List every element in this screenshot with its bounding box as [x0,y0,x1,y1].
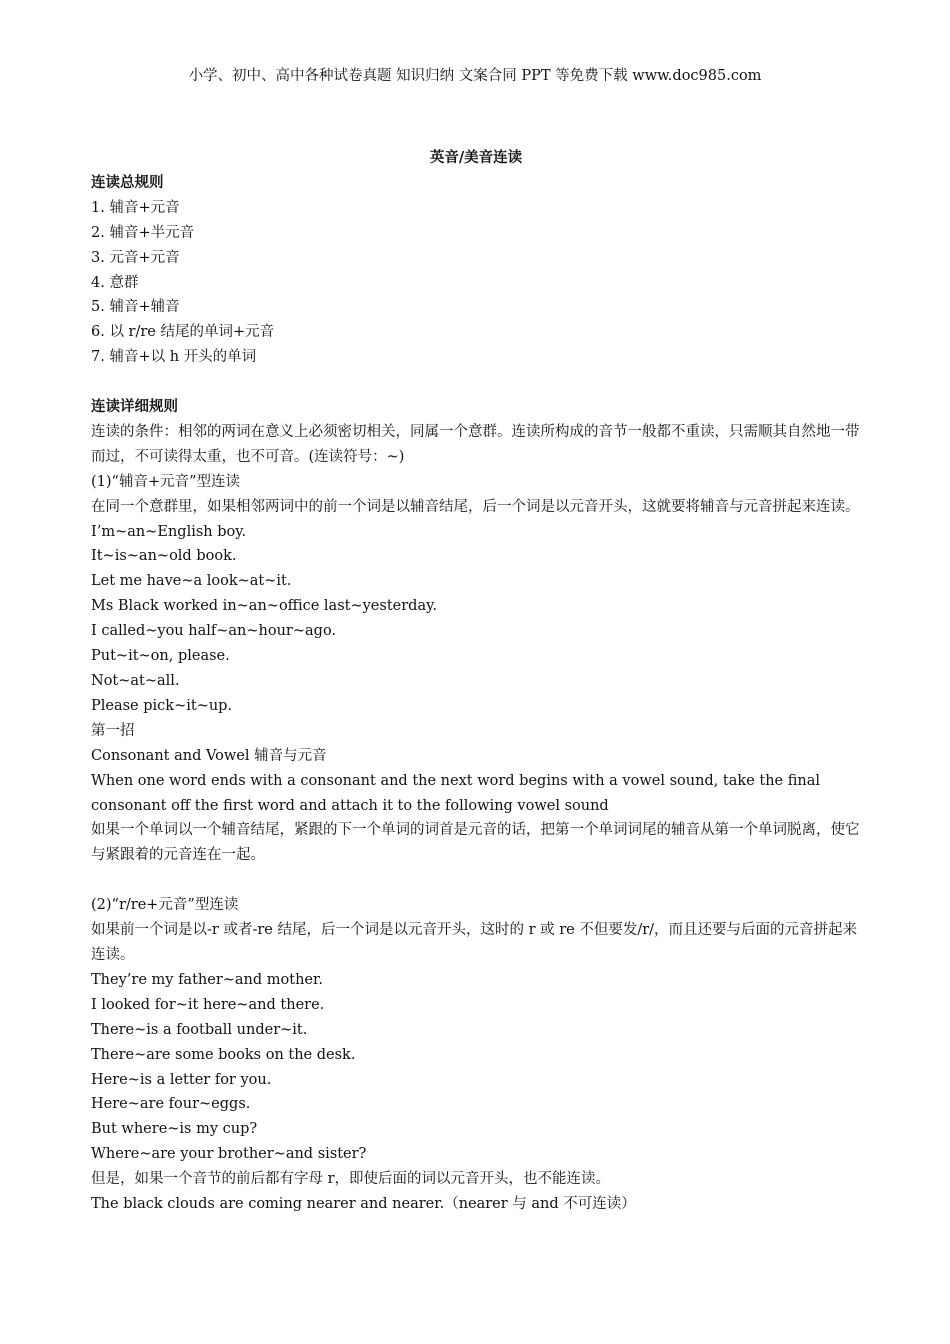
list-item: 3. 元音+元音 [91,249,180,266]
list-item: 6. 以 r/re 结尾的单词+元音 [91,324,275,341]
tip-label: 第一招 [91,722,135,739]
header-text: 小学、初中、高中各种试卷真题 知识归纳 文案合同 PPT 等免费下载 www.doc985.com [188,68,762,84]
detailed-rules-heading: 连读详细规则 [91,398,178,416]
document-body [91,146,861,1217]
example-sentence: I called~you half~an~hour~ago. [91,623,337,640]
example-sentence: I’m~an~English boy. [91,523,247,540]
example-sentence: But where~is my cup? [91,1121,258,1138]
example-sentence: Where~are your brother~and sister? [91,1146,367,1163]
tip-title: Consonant and Vowel 辅音与元音 [91,747,327,764]
tip-english: When one word ends with a consonant and the next word begins with a vowel sound, take the final consonant off the first word and attach it to the following vowel sound [91,772,821,814]
tip-chinese: 如果一个单词以一个辅音结尾，紧跟的下一个单词的词首是元音的话，把第一个单词词尾的辅音从第一个单词脱离，使它与紧跟着的元音连在一起。 [91,822,860,864]
document-title: 英音/美音连读 [429,149,523,166]
list-item: 1. 辅音+元音 [91,199,180,216]
general-rules-heading: 连读总规则 [91,173,164,191]
example-sentence: Here~are four~eggs. [91,1096,251,1113]
page-header [0,66,950,86]
section1-title: (1)“辅音+元音”型连读 [91,473,241,490]
example-sentence: They’re my father~and mother. [91,971,323,988]
section1-description: 在同一个意群里，如果相邻两词中的前一个词是以辅音结尾，后一个词是以元音开头，这就要将辅音与元音拼起来连读。 [91,498,860,515]
spacer [91,370,861,395]
example-sentence: There~are some books on the desk. [91,1046,356,1063]
example-sentence: Let me have~a look~at~it. [91,573,292,590]
section2-title: (2)“r/re+元音”型连读 [91,897,239,914]
spacer [91,868,861,893]
example-sentence: I looked for~it here~and there. [91,996,325,1013]
list-item: 2. 辅音+半元音 [91,224,195,241]
section2-description: 如果前一个词是以-r 或者-re 结尾，后一个词是以元音开头，这时的 r 或 re 不但要发/r/，而且还要与后面的元音拼起来连读。 [91,922,858,963]
example-sentence: There~is a football under~it. [91,1021,308,1038]
example-sentence: Here~is a letter for you. [91,1071,272,1088]
example-sentence: Put~it~on, please. [91,648,230,665]
exception-note: 但是，如果一个音节的前后都有字母 r，即使后面的词以元音开头，也不能连读。 [91,1171,611,1188]
list-item: 4. 意群 [91,274,139,291]
example-sentence: Please pick~it~up. [91,697,233,714]
exception-example: The black clouds are coming nearer and nearer.（nearer 与 and 不可连读） [91,1196,636,1213]
example-sentence: It~is~an~old book. [91,548,237,565]
list-item: 7. 辅音+以 h 开头的单词 [91,349,257,366]
example-sentence: Not~at~all. [91,673,180,690]
example-sentence: Ms Black worked in~an~office last~yesterday. [91,598,437,615]
list-item: 5. 辅音+辅音 [91,299,180,316]
detailed-rules-intro: 连读的条件：相邻的两词在意义上必须密切相关，同属一个意群。连读所构成的音节一般都不重读，只需顺其自然地一带而过，不可读得太重，也不可音。(连读符号：~) [91,423,860,465]
